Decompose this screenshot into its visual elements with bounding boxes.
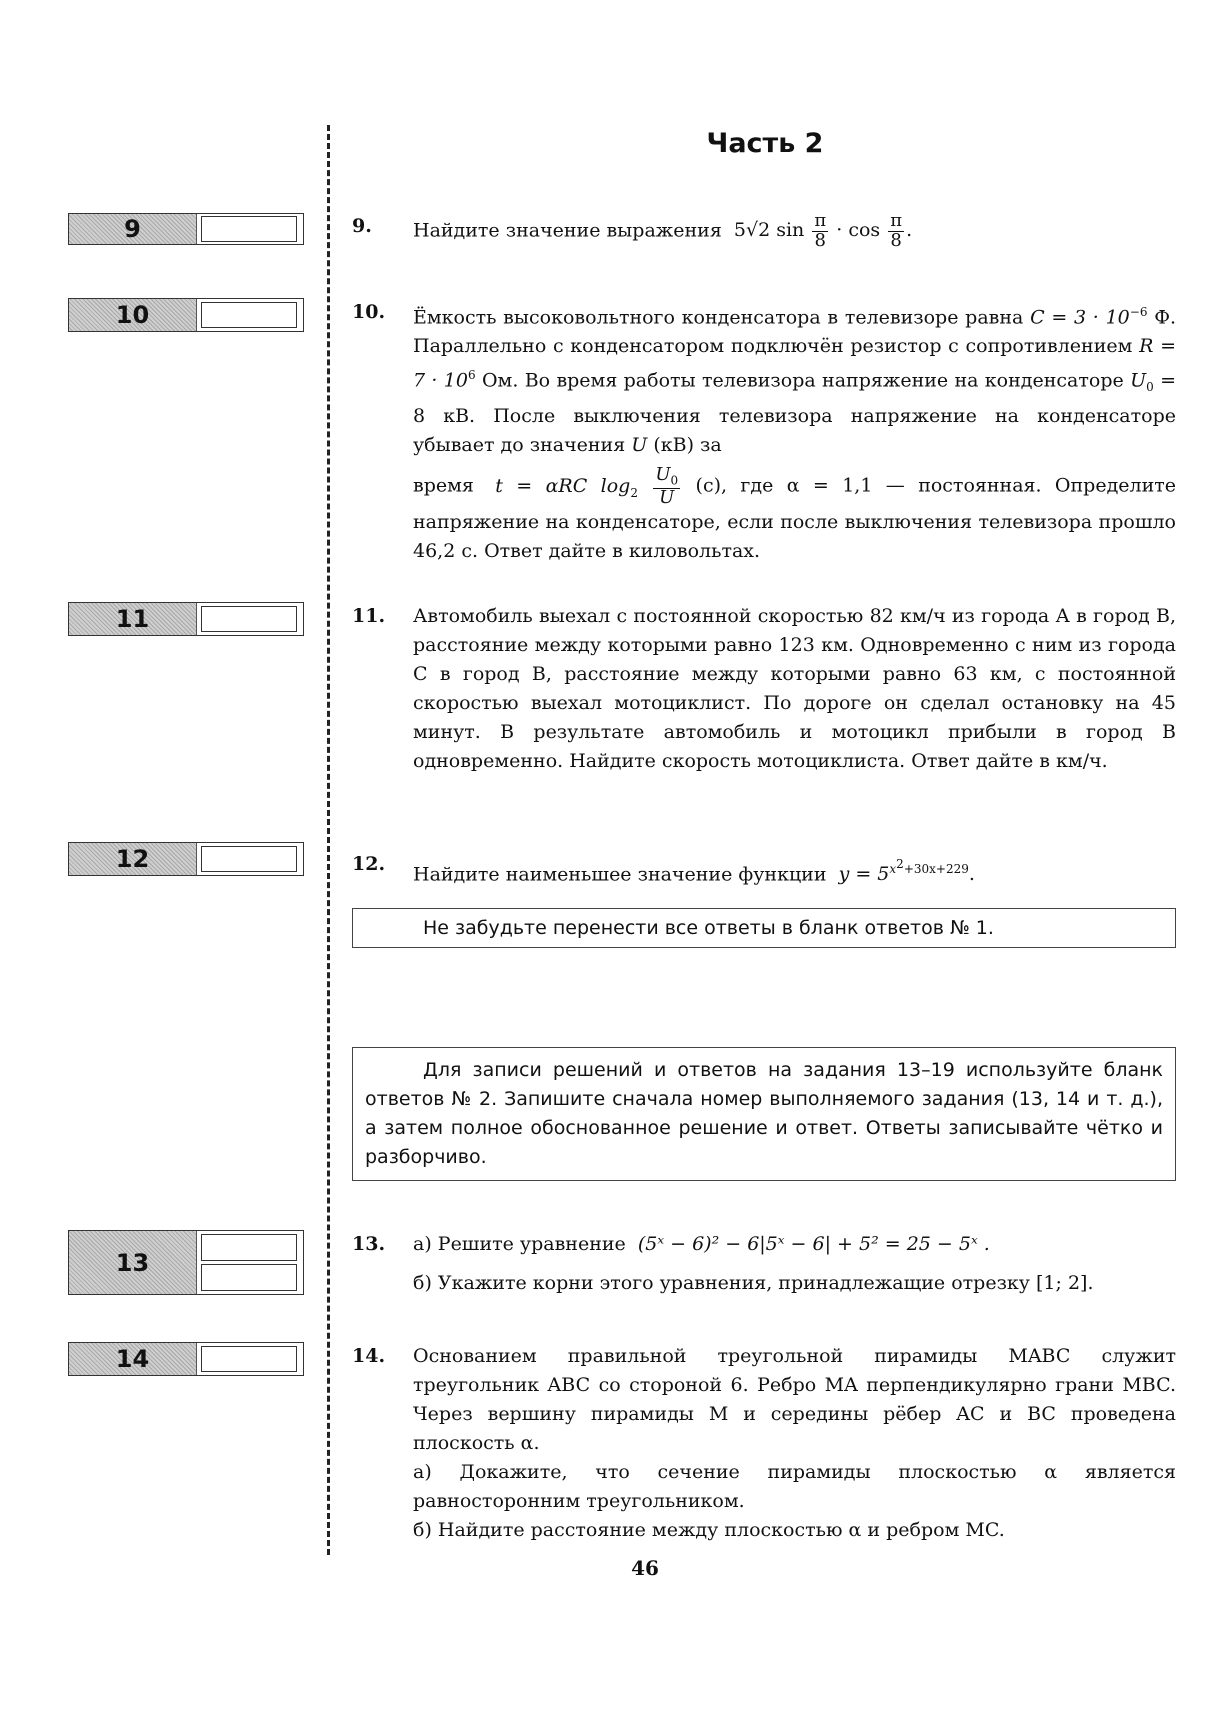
task-14 <box>352 1342 1176 1545</box>
task-text: Найдите наименьшее значение функции <box>413 863 827 886</box>
task-part-b: б) Найдите расстояние между плоскостью α и ребром MC. <box>413 1519 1005 1541</box>
page-title: Часть 2 <box>706 128 824 159</box>
instructions-box: Для записи решений и ответов на задания 13–19 используйте бланк ответов № 2. Запишите сначала номер выполняемого задания (13, 14 и т. д.), а затем полное обоснованное решение и ответ. Ответы записывайте чётко и разборчиво. <box>352 1047 1176 1181</box>
task-9 <box>352 212 1176 251</box>
answer-box-14 <box>68 1342 304 1376</box>
expression: 5√2 sin $\frac{\pi}{8}$ · cos $\frac{\pi}{8}$ . <box>733 210 913 251</box>
answer-box-11 <box>68 602 304 636</box>
task-number: 11. <box>352 605 386 627</box>
answer-box-13 <box>68 1230 304 1295</box>
answer-field-11[interactable] <box>201 606 297 632</box>
answer-box-number: 10 <box>69 299 197 331</box>
task-text: Автомобиль выехал с постоянной скоростью 82 км/ч из города А в город В, расстояние между которыми равно 123 км. Одновременно с ним из города С в город В, расстояние между которыми равно 63 км, с постоянной скоростью выехал мотоциклист. По дороге он сделал остановку на 45 минут. В результате автомобиль и мотоцикл прибыли в город В одновременно. Найдите скорость мотоциклиста. Ответ дайте в км/ч. <box>413 605 1176 772</box>
page-number: 46 <box>631 1556 659 1580</box>
fraction: $\frac{U_0}{U}$ <box>655 464 679 508</box>
answer-field-10[interactable] <box>201 302 297 328</box>
task-11 <box>352 602 1176 776</box>
task-part-a: а) Докажите, что сечение пирамиды плоскостью α является равносторонним треугольником. <box>413 1461 1176 1512</box>
answer-field-9[interactable] <box>201 216 297 242</box>
answer-box-9 <box>68 213 304 245</box>
task-part-b: б) Укажите корни этого уравнения, принадлежащие отрезку [1; 2]. <box>413 1272 1094 1294</box>
task-number: 10. <box>352 301 386 323</box>
task-13 <box>352 1230 1176 1298</box>
answer-box-number: 9 <box>69 214 197 244</box>
task-12 <box>352 850 1176 889</box>
answer-box-number: 13 <box>69 1231 197 1294</box>
task-number: 14. <box>352 1345 386 1367</box>
task-number: 9. <box>352 215 372 237</box>
answer-box-number: 14 <box>69 1343 197 1375</box>
fraction: $\frac{\pi}{8}$ <box>890 210 903 251</box>
task-text: Найдите значение выражения <box>413 219 722 242</box>
answer-box-number: 11 <box>69 603 197 635</box>
cut-line <box>327 125 330 1555</box>
answer-field-13b[interactable] <box>201 1264 297 1291</box>
task-number: 13. <box>352 1233 386 1255</box>
function: $y = 5^{x^2+30x+229}$. <box>838 857 975 886</box>
answer-field-12[interactable] <box>201 846 297 872</box>
task-number: 12. <box>352 853 386 875</box>
answer-box-number: 12 <box>69 843 197 875</box>
task-part-a: а) Решите уравнение (5ˣ − 6)² − 6|5ˣ − 6| + 5² = 25 − 5ˣ . <box>413 1233 990 1255</box>
formula: t = αRC $\log_2$ $\frac{U_0}{U}$ <box>495 464 679 508</box>
fraction: $\frac{\pi}{8}$ <box>814 210 827 251</box>
task-text: Основанием правильной треугольной пирамиды MABC служит треугольник ABC со стороной 6. Ребро MA перпендикулярно грани MBC. Через вершину пирамиды M и середины рёбер AC и BC проведена плоскость α. <box>413 1345 1176 1454</box>
task-text: время t = αRC $\log_2$ $\frac{U_0}{U}$ (с), где α = 1,1 — постоянная. Определите напряжение на конденсаторе, если после выключения телевизора прошло 46,2 с. Ответ дайте в киловольтах. <box>413 464 1177 562</box>
notice-box: Не забудьте перенести все ответы в бланк ответов № 1. <box>352 908 1176 948</box>
answer-fields-13 <box>201 1234 297 1291</box>
answer-box-12 <box>68 842 304 876</box>
task-text: Ёмкость высоковольтного конденсатора в телевизоре равна $C = 3 \cdot 10^{-6}$ Ф. Параллельно с конденсатором подключён резистор с сопротивлением $R = 7 \cdot 10^6$ Ом. Во время работы телевизора напряжение на конденсаторе $U_0 = 8$ кВ. После выключения телевизора напряжение на конденсаторе убывает до значения U (кВ) за <box>413 305 1177 457</box>
answer-field-14[interactable] <box>201 1346 297 1372</box>
answer-box-10 <box>68 298 304 332</box>
task-10 <box>352 298 1176 566</box>
answer-field-13a[interactable] <box>201 1234 297 1261</box>
